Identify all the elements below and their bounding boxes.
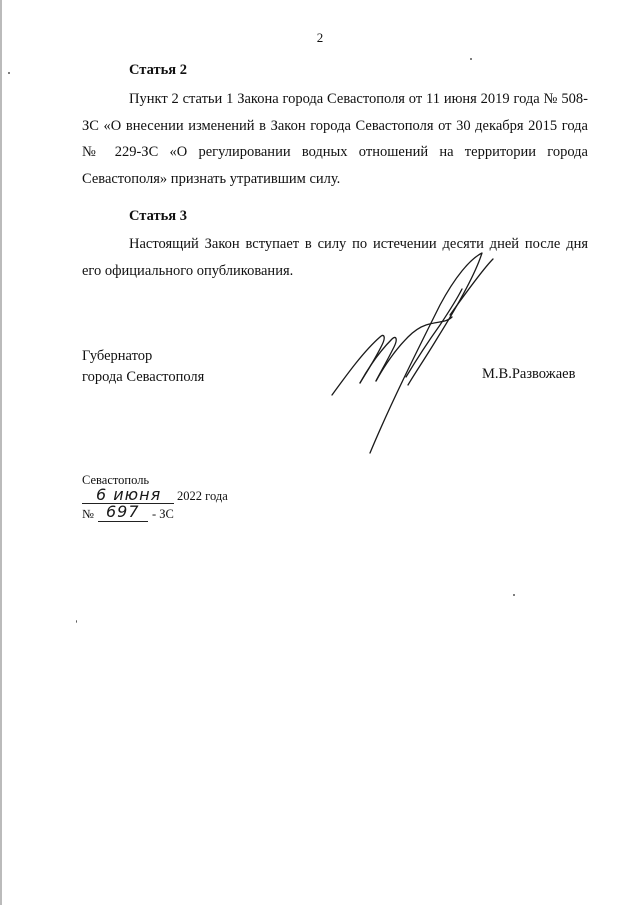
number-underline xyxy=(98,521,148,522)
scan-edge xyxy=(0,0,2,905)
footer-number-suffix: - ЗС xyxy=(152,507,174,521)
scan-speck xyxy=(8,72,10,74)
signature xyxy=(330,245,510,460)
article-3-text: Настоящий Закон вступает в силу по истечении десяти дней после дня его официального опубликования. xyxy=(82,236,588,279)
signatory-title-line2: города Севастополя xyxy=(82,369,205,385)
footer-year: 2022 года xyxy=(177,489,228,503)
footer-city: Севастополь xyxy=(82,473,150,487)
page-number: 2 xyxy=(316,30,324,45)
handwritten-number: 697 xyxy=(106,502,140,521)
scan-speck xyxy=(76,620,77,623)
scan-speck xyxy=(513,594,515,596)
signatory-title-line1: Губернатор xyxy=(82,348,153,364)
footer-number-prefix: № xyxy=(82,507,94,521)
article-2-heading: Статья 2 xyxy=(129,62,187,78)
signatory-name: М.В.Развожаев xyxy=(482,366,576,382)
scan-speck xyxy=(470,58,472,60)
article-3-heading: Статья 3 xyxy=(129,208,187,224)
article-2-text: Пункт 2 статьи 1 Закона города Севастополя от 11 июня 2019 года № 508-ЗС «О внесении изменений в Закон города Севастополя от 30 декабря 2015 года № 229-ЗС «О регулировании водных отношений на территории города Севастополя» признать утратившим силу. xyxy=(82,91,588,187)
handwritten-date: 6 июня xyxy=(96,485,162,504)
